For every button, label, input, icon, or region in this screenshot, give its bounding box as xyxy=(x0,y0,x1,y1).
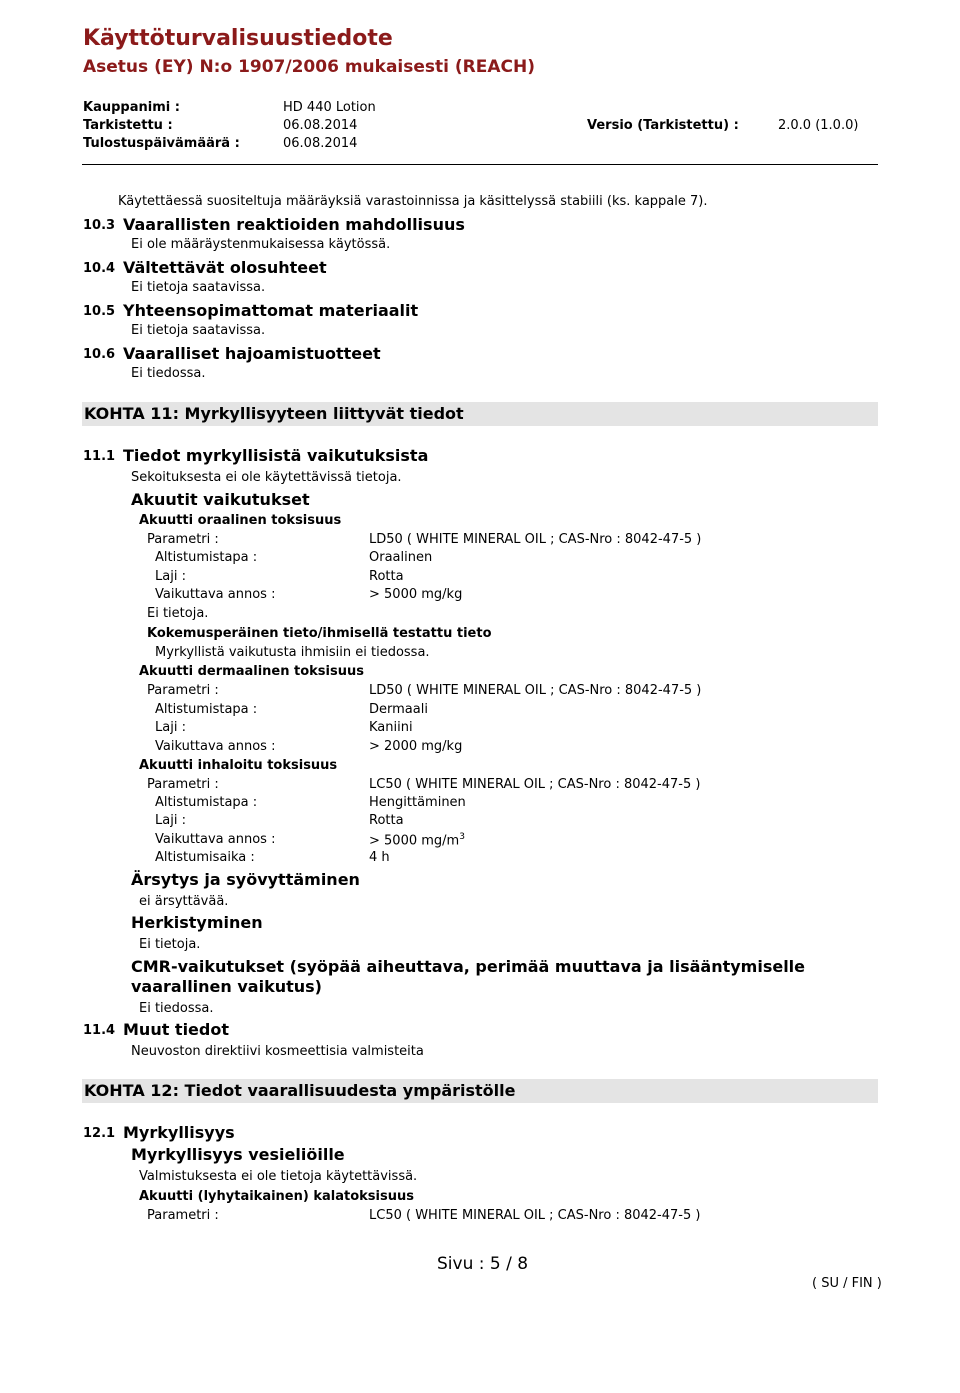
section-10-5-number: 10.5 xyxy=(83,304,116,319)
dermal-param-label: Parametri : xyxy=(147,683,219,698)
section-10-4-number: 10.4 xyxy=(83,261,116,276)
locale-code: ( SU / FIN ) xyxy=(812,1276,882,1291)
section-11-1-number: 11.1 xyxy=(83,449,116,464)
aquatic-toxicity-title: Myrkyllisyys vesieliöille xyxy=(131,1145,345,1164)
sensitisation-title: Herkistyminen xyxy=(131,913,263,932)
section-11-band xyxy=(82,402,878,426)
section-10-4-text: Ei tietoja saatavissa. xyxy=(131,280,266,295)
dermal-toxicity-title: Akuutti dermaalinen toksisuus xyxy=(139,664,364,679)
section-10-5-title: Yhteensopimattomat materiaalit xyxy=(123,301,419,320)
version-value: 2.0.0 (1.0.0) xyxy=(778,118,859,133)
section-10-5-text: Ei tietoja saatavissa. xyxy=(131,323,266,338)
print-date-label: Tulostuspäivämäärä : xyxy=(83,136,240,151)
inhalation-dose-number: > 5000 mg/m xyxy=(369,833,460,849)
inhalation-route-value: Hengittäminen xyxy=(369,795,466,810)
fish-param-label: Parametri : xyxy=(147,1208,219,1223)
oral-dose-label: Vaikuttava annos : xyxy=(155,587,276,602)
dermal-dose-label: Vaikuttava annos : xyxy=(155,739,276,754)
cmr-title-line-1: CMR-vaikutukset (syöpää aiheuttava, perimää muuttava ja lisääntymiselle xyxy=(131,957,806,976)
oral-species-label: Laji : xyxy=(155,569,186,584)
human-experience-text: Myrkyllistä vaikutusta ihmisiin ei tiedossa. xyxy=(155,645,430,660)
version-label: Versio (Tarkistettu) : xyxy=(587,118,739,133)
inhalation-time-label: Altistumisaika : xyxy=(155,850,255,865)
section-11-4-title: Muut tiedot xyxy=(123,1020,229,1039)
checked-label: Tarkistettu : xyxy=(83,118,173,133)
section-10-6-title: Vaaralliset hajoamistuotteet xyxy=(123,344,381,363)
irritation-title: Ärsytys ja syövyttäminen xyxy=(131,870,360,889)
oral-dose-value: > 5000 mg/kg xyxy=(369,587,463,602)
aquatic-toxicity-text: Valmistuksesta ei ole tietoja käytettävissä. xyxy=(139,1169,418,1184)
document-title: Käyttöturvalisuustiedote xyxy=(83,26,393,51)
inhalation-toxicity-title: Akuutti inhaloitu toksisuus xyxy=(139,758,338,773)
stability-text: Käytettäessä suositeltuja määräyksiä varastoinnissa ja käsittelyssä stabiili (ks. kappale 7). xyxy=(118,194,708,209)
acute-effects-title: Akuutit vaikutukset xyxy=(131,490,310,509)
inhalation-param-value: LC50 ( WHITE MINERAL OIL ; CAS-Nro : 8042-47-5 ) xyxy=(369,777,701,792)
inhalation-dose-value xyxy=(369,832,465,848)
dermal-species-label: Laji : xyxy=(155,720,186,735)
inhalation-param-label: Parametri : xyxy=(147,777,219,792)
irritation-text: ei ärsyttävää. xyxy=(139,894,229,909)
inhalation-species-value: Rotta xyxy=(369,813,404,828)
oral-route-value: Oraalinen xyxy=(369,550,433,565)
print-date-value: 06.08.2014 xyxy=(283,136,358,151)
document-subtitle: Asetus (EY) N:o 1907/2006 mukaisesti (REACH) xyxy=(83,57,535,77)
checked-date: 06.08.2014 xyxy=(283,118,358,133)
section-10-3-number: 10.3 xyxy=(83,218,116,233)
section-10-6-text: Ei tiedossa. xyxy=(131,366,206,381)
oral-species-value: Rotta xyxy=(369,569,404,584)
section-10-4-title: Vältettävät olosuhteet xyxy=(123,258,327,277)
section-12-1-title: Myrkyllisyys xyxy=(123,1123,235,1142)
section-11-heading: KOHTA 11: Myrkyllisyyteen liittyvät tiedot xyxy=(84,404,464,423)
section-11-1-title: Tiedot myrkyllisistä vaikutuksista xyxy=(123,446,429,465)
fish-param-value: LC50 ( WHITE MINERAL OIL ; CAS-Nro : 8042-47-5 ) xyxy=(369,1208,701,1223)
section-11-1-text: Sekoituksesta ei ole käytettävissä tietoja. xyxy=(131,470,402,485)
inhalation-route-label: Altistumistapa : xyxy=(155,795,258,810)
section-10-3-text: Ei ole määräystenmukaisessa käytössä. xyxy=(131,237,391,252)
dermal-param-value: LD50 ( WHITE MINERAL OIL ; CAS-Nro : 8042-47-5 ) xyxy=(369,683,702,698)
oral-param-value: LD50 ( WHITE MINERAL OIL ; CAS-Nro : 8042-47-5 ) xyxy=(369,532,702,547)
header-divider xyxy=(82,164,878,165)
dermal-route-label: Altistumistapa : xyxy=(155,702,258,717)
section-12-heading: KOHTA 12: Tiedot vaarallisuudesta ympäristölle xyxy=(84,1081,516,1100)
section-10-6-number: 10.6 xyxy=(83,347,116,362)
trade-name-value: HD 440 Lotion xyxy=(283,100,376,115)
oral-toxicity-title: Akuutti oraalinen toksisuus xyxy=(139,513,342,528)
section-11-4-text: Neuvoston direktiivi kosmeettisia valmisteita xyxy=(131,1044,424,1059)
oral-param-label: Parametri : xyxy=(147,532,219,547)
sensitisation-text: Ei tietoja. xyxy=(139,937,201,952)
page-number: Sivu : 5 / 8 xyxy=(437,1254,529,1274)
section-12-band xyxy=(82,1079,878,1103)
human-experience-title: Kokemusperäinen tieto/ihmisellä testattu tieto xyxy=(147,626,492,641)
cmr-text: Ei tiedossa. xyxy=(139,1001,214,1016)
oral-note: Ei tietoja. xyxy=(147,606,209,621)
trade-name-label: Kauppanimi : xyxy=(83,100,180,115)
dermal-route-value: Dermaali xyxy=(369,702,428,717)
inhalation-time-value: 4 h xyxy=(369,850,390,865)
section-12-1-number: 12.1 xyxy=(83,1126,116,1141)
section-11-4-number: 11.4 xyxy=(83,1023,116,1038)
inhalation-species-label: Laji : xyxy=(155,813,186,828)
inhalation-dose-exponent: 3 xyxy=(459,832,465,842)
inhalation-dose-label: Vaikuttava annos : xyxy=(155,832,276,847)
fish-toxicity-title: Akuutti (lyhytaikainen) kalatoksisuus xyxy=(139,1189,414,1204)
section-10-3-title: Vaarallisten reaktioiden mahdollisuus xyxy=(123,215,465,234)
cmr-title-line-2: vaarallinen vaikutus) xyxy=(131,977,322,996)
dermal-dose-value: > 2000 mg/kg xyxy=(369,739,463,754)
oral-route-label: Altistumistapa : xyxy=(155,550,258,565)
dermal-species-value: Kaniini xyxy=(369,720,413,735)
